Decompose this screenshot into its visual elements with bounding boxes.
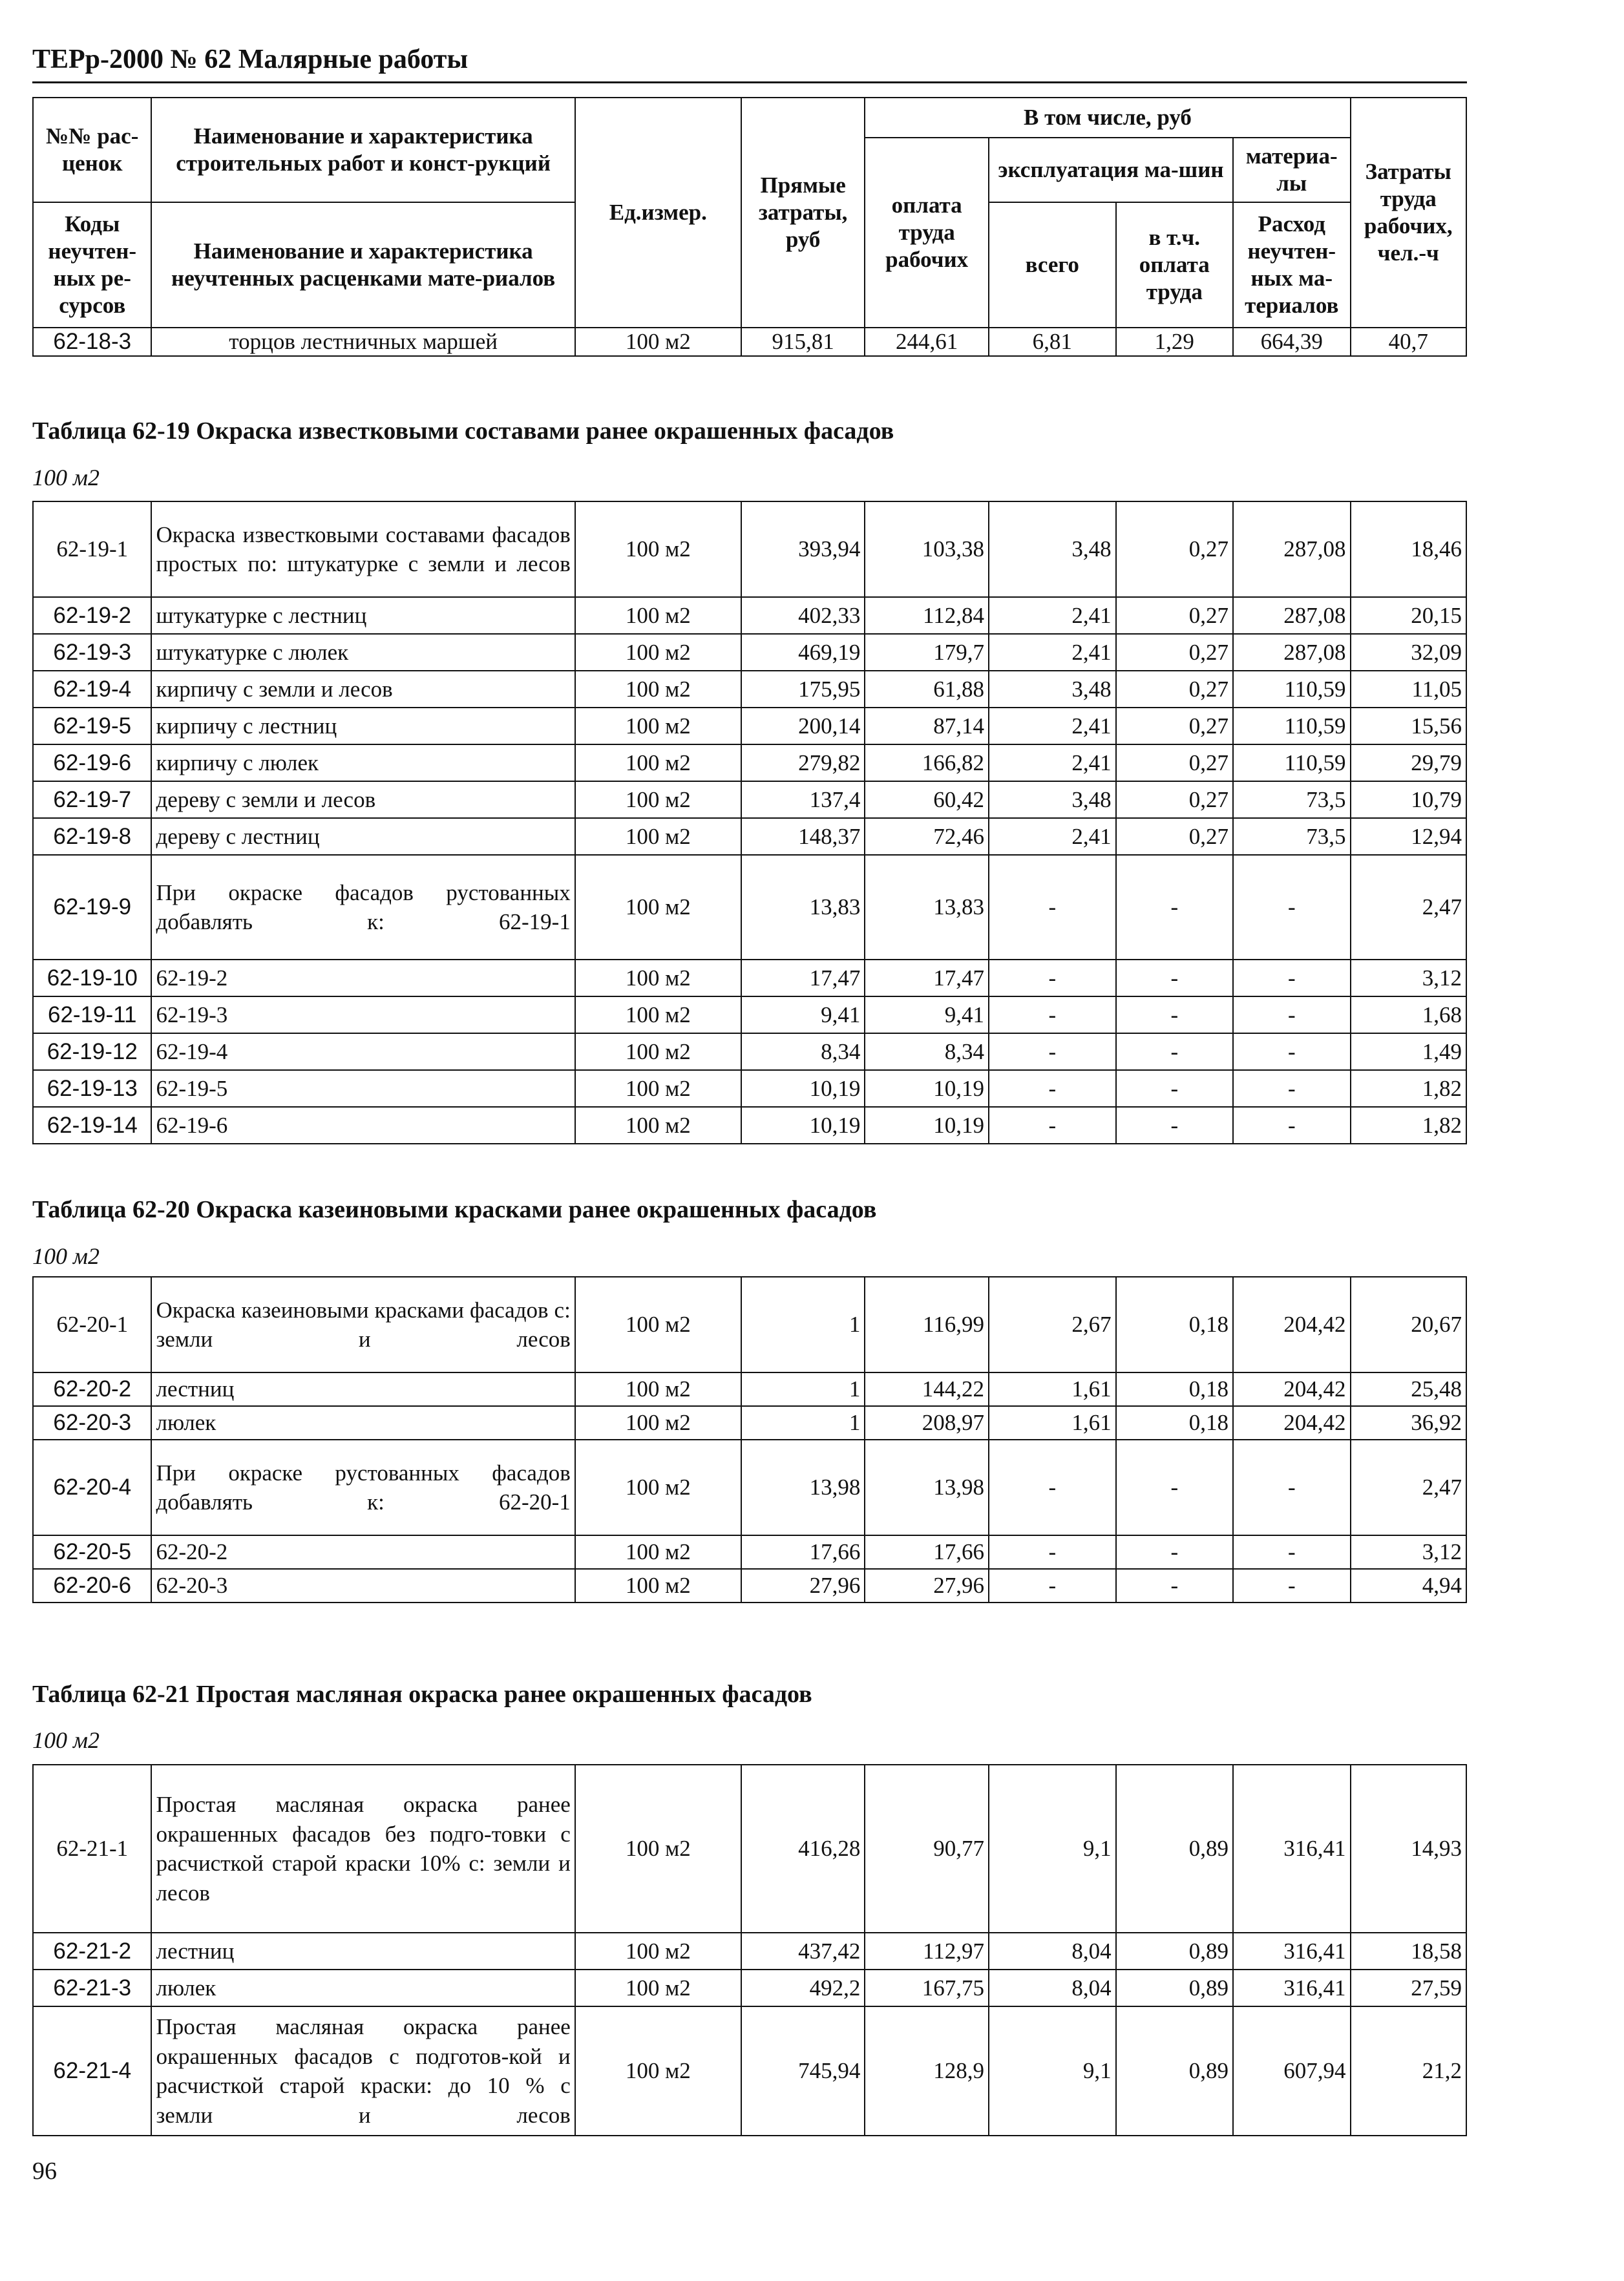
row-direct-costs: 1: [741, 1372, 865, 1406]
row-machines-wage: 1,29: [1116, 328, 1233, 356]
row-name: люлек: [151, 1970, 575, 2006]
table-row: [33, 1070, 1466, 1107]
row-direct-costs: 137,4: [741, 781, 865, 818]
row-machines: 3,48: [989, 671, 1116, 708]
row-machines: -: [989, 960, 1116, 996]
row-wage: 60,42: [865, 781, 989, 818]
header-name: Наименование и характеристика строительных работ и конст-рукций: [151, 98, 575, 202]
row-machines-wage: -: [1116, 960, 1233, 996]
row-materials: 110,59: [1233, 671, 1350, 708]
table-row: [33, 960, 1466, 996]
row-machines: -: [989, 1033, 1116, 1070]
row-labor: 15,56: [1351, 708, 1467, 744]
row-code: 62-18-3: [33, 328, 151, 356]
table-62-19: [32, 501, 1467, 1144]
row-materials: 287,08: [1233, 501, 1350, 597]
row-name: При окраске рустованных фасадов добавлять к: 62-20-1: [151, 1440, 575, 1535]
row-unit: 100 м2: [575, 1535, 741, 1569]
page-header: ТЕРр-2000 № 62 Малярные работы: [32, 44, 1467, 83]
row-materials: 287,08: [1233, 634, 1350, 671]
row-name: кирпичу с люлек: [151, 744, 575, 781]
table-row: [33, 597, 1466, 634]
row-unit: 100 м2: [575, 781, 741, 818]
table-row: [33, 1569, 1466, 1603]
row-unit: 100 м2: [575, 1372, 741, 1406]
row-wage: 112,97: [865, 1933, 989, 1970]
table-row: [33, 818, 1466, 855]
row-unit: 100 м2: [575, 2006, 741, 2136]
row-labor: 12,94: [1351, 818, 1467, 855]
table-row: [33, 501, 1466, 597]
row-machines: 6,81: [989, 328, 1116, 356]
row-machines: 8,04: [989, 1933, 1116, 1970]
row-code: 62-19-4: [33, 671, 151, 708]
table-62-19-title: Таблица 62-19 Окраска известковыми составами ранее окрашенных фасадов: [32, 417, 894, 445]
row-labor: 3,12: [1351, 1535, 1467, 1569]
row-machines: -: [989, 996, 1116, 1033]
table-62-19-unit: 100 м2: [32, 465, 100, 490]
row-unit: 100 м2: [575, 996, 741, 1033]
row-unit: 100 м2: [575, 1765, 741, 1933]
table-row: [33, 1033, 1466, 1070]
row-machines-wage: 0,89: [1116, 1765, 1233, 1933]
row-direct-costs: 1: [741, 1406, 865, 1440]
row-name: 62-20-3: [151, 1569, 575, 1603]
table-62-20-title: Таблица 62-20 Окраска казеиновыми красками ранее окрашенных фасадов: [32, 1196, 877, 1223]
row-labor: 29,79: [1351, 744, 1467, 781]
row-machines-wage: -: [1116, 1569, 1233, 1603]
row-wage: 13,83: [865, 855, 989, 960]
row-direct-costs: 13,83: [741, 855, 865, 960]
row-labor: 1,49: [1351, 1033, 1467, 1070]
row-materials: 73,5: [1233, 818, 1350, 855]
row-labor: 4,94: [1351, 1569, 1467, 1603]
table-row: [33, 671, 1466, 708]
row-materials: 204,42: [1233, 1406, 1350, 1440]
row-direct-costs: 402,33: [741, 597, 865, 634]
row-materials: 316,41: [1233, 1933, 1350, 1970]
table-row: [33, 1765, 1466, 1933]
header-machines-wage: в т.ч. оплата труда: [1116, 202, 1233, 328]
row-labor: 1,82: [1351, 1070, 1467, 1107]
table-row: [33, 634, 1466, 671]
row-machines: 9,1: [989, 1765, 1116, 1933]
row-labor: 25,48: [1351, 1372, 1467, 1406]
row-labor: 3,12: [1351, 960, 1467, 996]
row-code: 62-19-5: [33, 708, 151, 744]
row-labor: 27,59: [1351, 1970, 1467, 2006]
row-wage: 87,14: [865, 708, 989, 744]
header-machines: эксплуатация ма-шин: [989, 138, 1233, 202]
row-code: 62-21-3: [33, 1970, 151, 2006]
row-code: 62-20-2: [33, 1372, 151, 1406]
row-code: 62-20-4: [33, 1440, 151, 1535]
row-machines: -: [989, 1070, 1116, 1107]
row-machines: 1,61: [989, 1406, 1116, 1440]
row-direct-costs: 10,19: [741, 1070, 865, 1107]
table-row: [33, 1372, 1466, 1406]
row-materials: -: [1233, 855, 1350, 960]
table-row: [33, 1440, 1466, 1535]
table-row: [33, 1277, 1466, 1372]
header-name-2: Наименование и характеристика неучтенных расценками мате-риалов: [151, 202, 575, 328]
row-direct-costs: 148,37: [741, 818, 865, 855]
row-wage: 112,84: [865, 597, 989, 634]
table-62-21-title: Таблица 62-21 Простая масляная окраска ранее окрашенных фасадов: [32, 1681, 812, 1708]
row-labor: 10,79: [1351, 781, 1467, 818]
row-labor: 32,09: [1351, 634, 1467, 671]
table-row: [33, 708, 1466, 744]
row-unit: 100 м2: [575, 1970, 741, 2006]
row-materials: -: [1233, 960, 1350, 996]
row-unit: 100 м2: [575, 818, 741, 855]
row-wage: 17,66: [865, 1535, 989, 1569]
row-machines: 2,41: [989, 597, 1116, 634]
row-code: 62-19-11: [33, 996, 151, 1033]
row-name: кирпичу с земли и лесов: [151, 671, 575, 708]
row-direct-costs: 437,42: [741, 1933, 865, 1970]
row-code: 62-19-2: [33, 597, 151, 634]
row-machines: 2,41: [989, 708, 1116, 744]
row-wage: 8,34: [865, 1033, 989, 1070]
row-unit: 100 м2: [575, 634, 741, 671]
row-direct-costs: 17,47: [741, 960, 865, 996]
row-wage: 244,61: [865, 328, 989, 356]
row-direct-costs: 393,94: [741, 501, 865, 597]
row-direct-costs: 469,19: [741, 634, 865, 671]
row-wage: 128,9: [865, 2006, 989, 2136]
row-machines-wage: 0,27: [1116, 501, 1233, 597]
row-wage: 166,82: [865, 744, 989, 781]
row-direct-costs: 492,2: [741, 1970, 865, 2006]
row-direct-costs: 745,94: [741, 2006, 865, 2136]
row-materials: -: [1233, 1440, 1350, 1535]
row-code: 62-19-10: [33, 960, 151, 996]
row-wage: 17,47: [865, 960, 989, 996]
row-wage: 10,19: [865, 1107, 989, 1144]
row-labor: 18,58: [1351, 1933, 1467, 1970]
row-labor: 2,47: [1351, 1440, 1467, 1535]
row-machines-wage: 0,27: [1116, 781, 1233, 818]
row-code: 62-20-6: [33, 1569, 151, 1603]
row-unit: 100 м2: [575, 597, 741, 634]
table-row: [33, 744, 1466, 781]
row-code: 62-19-1: [33, 501, 151, 597]
row-code: 62-19-8: [33, 818, 151, 855]
table-row: [33, 1970, 1466, 2006]
header-including: В том числе, руб: [865, 98, 1350, 138]
row-code: 62-20-5: [33, 1535, 151, 1569]
row-machines-wage: 0,27: [1116, 597, 1233, 634]
row-labor: 20,15: [1351, 597, 1467, 634]
row-machines-wage: 0,27: [1116, 634, 1233, 671]
row-labor: 21,2: [1351, 2006, 1467, 2136]
row-name: 62-19-2: [151, 960, 575, 996]
header-wage: оплата труда рабочих: [865, 138, 989, 328]
row-materials: 287,08: [1233, 597, 1350, 634]
row-materials: 110,59: [1233, 708, 1350, 744]
row-code: 62-20-1: [33, 1277, 151, 1372]
header-materials: материа-лы: [1233, 138, 1351, 202]
header-codes-2: Коды неучтен-ных ре-сурсов: [33, 202, 151, 328]
row-unit: 100 м2: [575, 328, 741, 356]
row-unit: 100 м2: [575, 1070, 741, 1107]
row-labor: 2,47: [1351, 855, 1467, 960]
row-machines-wage: 0,27: [1116, 671, 1233, 708]
row-wage: 13,98: [865, 1440, 989, 1535]
row-materials: -: [1233, 1107, 1350, 1144]
header-codes: №№ рас-ценок: [33, 98, 151, 202]
row-unit: 100 м2: [575, 501, 741, 597]
row-code: 62-19-12: [33, 1033, 151, 1070]
row-name: 62-20-2: [151, 1535, 575, 1569]
row-machines: 3,48: [989, 501, 1116, 597]
row-code: 62-20-3: [33, 1406, 151, 1440]
table-row: [33, 996, 1466, 1033]
row-unit: 100 м2: [575, 671, 741, 708]
row-direct-costs: 9,41: [741, 996, 865, 1033]
row-wage: 90,77: [865, 1765, 989, 1933]
table-row: [33, 328, 1466, 356]
row-labor: 36,92: [1351, 1406, 1467, 1440]
row-code: 62-21-1: [33, 1765, 151, 1933]
row-machines: -: [989, 1535, 1116, 1569]
row-direct-costs: 8,34: [741, 1033, 865, 1070]
row-name: Окраска известковыми составами фасадов простых по: штукатурке с земли и лесов: [151, 501, 575, 597]
row-machines-wage: -: [1116, 855, 1233, 960]
row-machines-wage: 0,89: [1116, 1933, 1233, 1970]
row-unit: 100 м2: [575, 1569, 741, 1603]
row-direct-costs: 279,82: [741, 744, 865, 781]
row-machines: 2,41: [989, 818, 1116, 855]
page-number: 96: [32, 2158, 57, 2185]
row-unit: 100 м2: [575, 1107, 741, 1144]
row-unit: 100 м2: [575, 960, 741, 996]
table-row: [33, 855, 1466, 960]
row-wage: 167,75: [865, 1970, 989, 2006]
row-name: дереву с земли и лесов: [151, 781, 575, 818]
row-name: лестниц: [151, 1372, 575, 1406]
row-wage: 144,22: [865, 1372, 989, 1406]
row-machines: -: [989, 1107, 1116, 1144]
row-machines: -: [989, 855, 1116, 960]
row-direct-costs: 175,95: [741, 671, 865, 708]
row-direct-costs: 200,14: [741, 708, 865, 744]
row-machines: 2,67: [989, 1277, 1116, 1372]
row-name: При окраске фасадов рустованных добавлять к: 62-19-1: [151, 855, 575, 960]
row-machines: 9,1: [989, 2006, 1116, 2136]
row-machines-wage: -: [1116, 996, 1233, 1033]
table-62-20-unit: 100 м2: [32, 1243, 100, 1269]
row-labor: 40,7: [1351, 328, 1467, 356]
row-materials: 316,41: [1233, 1970, 1350, 2006]
row-machines-wage: -: [1116, 1070, 1233, 1107]
header-machines-total: всего: [989, 202, 1116, 328]
row-wage: 208,97: [865, 1406, 989, 1440]
table-row: [33, 2006, 1466, 2136]
table-row: [33, 781, 1466, 818]
row-machines-wage: 0,89: [1116, 2006, 1233, 2136]
row-wage: 61,88: [865, 671, 989, 708]
row-code: 62-19-6: [33, 744, 151, 781]
row-labor: 1,82: [1351, 1107, 1467, 1144]
row-name: Простая масляная окраска ранее окрашенных фасадов с подготов-кой и расчисткой старой краски: до 10 % с земли и лесов: [151, 2006, 575, 2136]
row-wage: 116,99: [865, 1277, 989, 1372]
header-labor: Затраты труда рабочих, чел.-ч: [1351, 98, 1467, 328]
table-row: [33, 1535, 1466, 1569]
row-unit: 100 м2: [575, 1933, 741, 1970]
row-wage: 10,19: [865, 1070, 989, 1107]
row-labor: 20,67: [1351, 1277, 1467, 1372]
header-table: [32, 97, 1467, 357]
row-materials: 204,42: [1233, 1277, 1350, 1372]
row-materials: 110,59: [1233, 744, 1350, 781]
row-wage: 179,7: [865, 634, 989, 671]
row-materials: 204,42: [1233, 1372, 1350, 1406]
row-machines: 1,61: [989, 1372, 1116, 1406]
table-62-21-unit: 100 м2: [32, 1727, 100, 1753]
row-name: Простая масляная окраска ранее окрашенных фасадов без подго-товки с расчисткой старой краски 10% с: земли и лесов: [151, 1765, 575, 1933]
row-code: 62-19-7: [33, 781, 151, 818]
table-62-20: [32, 1276, 1467, 1603]
row-name: 62-19-3: [151, 996, 575, 1033]
row-name: лестниц: [151, 1933, 575, 1970]
row-name: люлек: [151, 1406, 575, 1440]
row-name: 62-19-5: [151, 1070, 575, 1107]
row-materials: -: [1233, 1070, 1350, 1107]
row-machines: -: [989, 1569, 1116, 1603]
row-wage: 103,38: [865, 501, 989, 597]
row-code: 62-21-4: [33, 2006, 151, 2136]
row-machines-wage: -: [1116, 1107, 1233, 1144]
row-machines-wage: -: [1116, 1535, 1233, 1569]
row-machines-wage: 0,18: [1116, 1406, 1233, 1440]
row-machines: 8,04: [989, 1970, 1116, 2006]
row-labor: 1,68: [1351, 996, 1467, 1033]
row-machines: 2,41: [989, 634, 1116, 671]
row-machines-wage: 0,27: [1116, 708, 1233, 744]
row-name: кирпичу с лестниц: [151, 708, 575, 744]
row-name: 62-19-4: [151, 1033, 575, 1070]
header-unit: Ед.измер.: [575, 98, 741, 328]
row-materials: 316,41: [1233, 1765, 1350, 1933]
row-materials: 607,94: [1233, 2006, 1350, 2136]
row-labor: 11,05: [1351, 671, 1467, 708]
row-name: штукатурке с люлек: [151, 634, 575, 671]
row-labor: 14,93: [1351, 1765, 1467, 1933]
row-code: 62-19-9: [33, 855, 151, 960]
row-name: 62-19-6: [151, 1107, 575, 1144]
row-machines-wage: 0,27: [1116, 744, 1233, 781]
row-machines-wage: 0,18: [1116, 1372, 1233, 1406]
row-direct: 915,81: [741, 328, 865, 356]
row-machines-wage: 0,18: [1116, 1277, 1233, 1372]
row-name: штукатурке с лестниц: [151, 597, 575, 634]
row-wage: 27,96: [865, 1569, 989, 1603]
row-name: Окраска казеиновыми красками фасадов с: земли и лесов: [151, 1277, 575, 1372]
row-machines: 2,41: [989, 744, 1116, 781]
row-direct-costs: 17,66: [741, 1535, 865, 1569]
row-direct-costs: 10,19: [741, 1107, 865, 1144]
header-consumption: Расход неучтен-ных ма-териалов: [1233, 202, 1351, 328]
row-materials: 73,5: [1233, 781, 1350, 818]
row-direct-costs: 416,28: [741, 1765, 865, 1933]
row-machines: 3,48: [989, 781, 1116, 818]
row-materials: -: [1233, 1033, 1350, 1070]
row-materials: -: [1233, 1569, 1350, 1603]
row-name: торцов лестничных маршей: [151, 328, 575, 356]
row-machines: -: [989, 1440, 1116, 1535]
row-wage: 72,46: [865, 818, 989, 855]
row-machines-wage: -: [1116, 1440, 1233, 1535]
row-unit: 100 м2: [575, 1406, 741, 1440]
row-code: 62-21-2: [33, 1933, 151, 1970]
row-machines-wage: 0,27: [1116, 818, 1233, 855]
table-row: [33, 1933, 1466, 1970]
row-code: 62-19-3: [33, 634, 151, 671]
row-unit: 100 м2: [575, 744, 741, 781]
row-code: 62-19-14: [33, 1107, 151, 1144]
row-materials: 664,39: [1233, 328, 1351, 356]
row-wage: 9,41: [865, 996, 989, 1033]
row-machines-wage: 0,89: [1116, 1970, 1233, 2006]
row-materials: -: [1233, 1535, 1350, 1569]
row-code: 62-19-13: [33, 1070, 151, 1107]
row-unit: 100 м2: [575, 1033, 741, 1070]
row-unit: 100 м2: [575, 708, 741, 744]
table-62-21: [32, 1764, 1467, 2136]
table-row: [33, 1406, 1466, 1440]
row-unit: 100 м2: [575, 1277, 741, 1372]
row-direct-costs: 27,96: [741, 1569, 865, 1603]
row-materials: -: [1233, 996, 1350, 1033]
row-name: дереву с лестниц: [151, 818, 575, 855]
table-row: [33, 1107, 1466, 1144]
row-unit: 100 м2: [575, 1440, 741, 1535]
row-direct-costs: 13,98: [741, 1440, 865, 1535]
header-direct-costs: Прямые затраты, руб: [741, 98, 865, 328]
row-machines-wage: -: [1116, 1033, 1233, 1070]
row-labor: 18,46: [1351, 501, 1467, 597]
row-direct-costs: 1: [741, 1277, 865, 1372]
row-unit: 100 м2: [575, 855, 741, 960]
